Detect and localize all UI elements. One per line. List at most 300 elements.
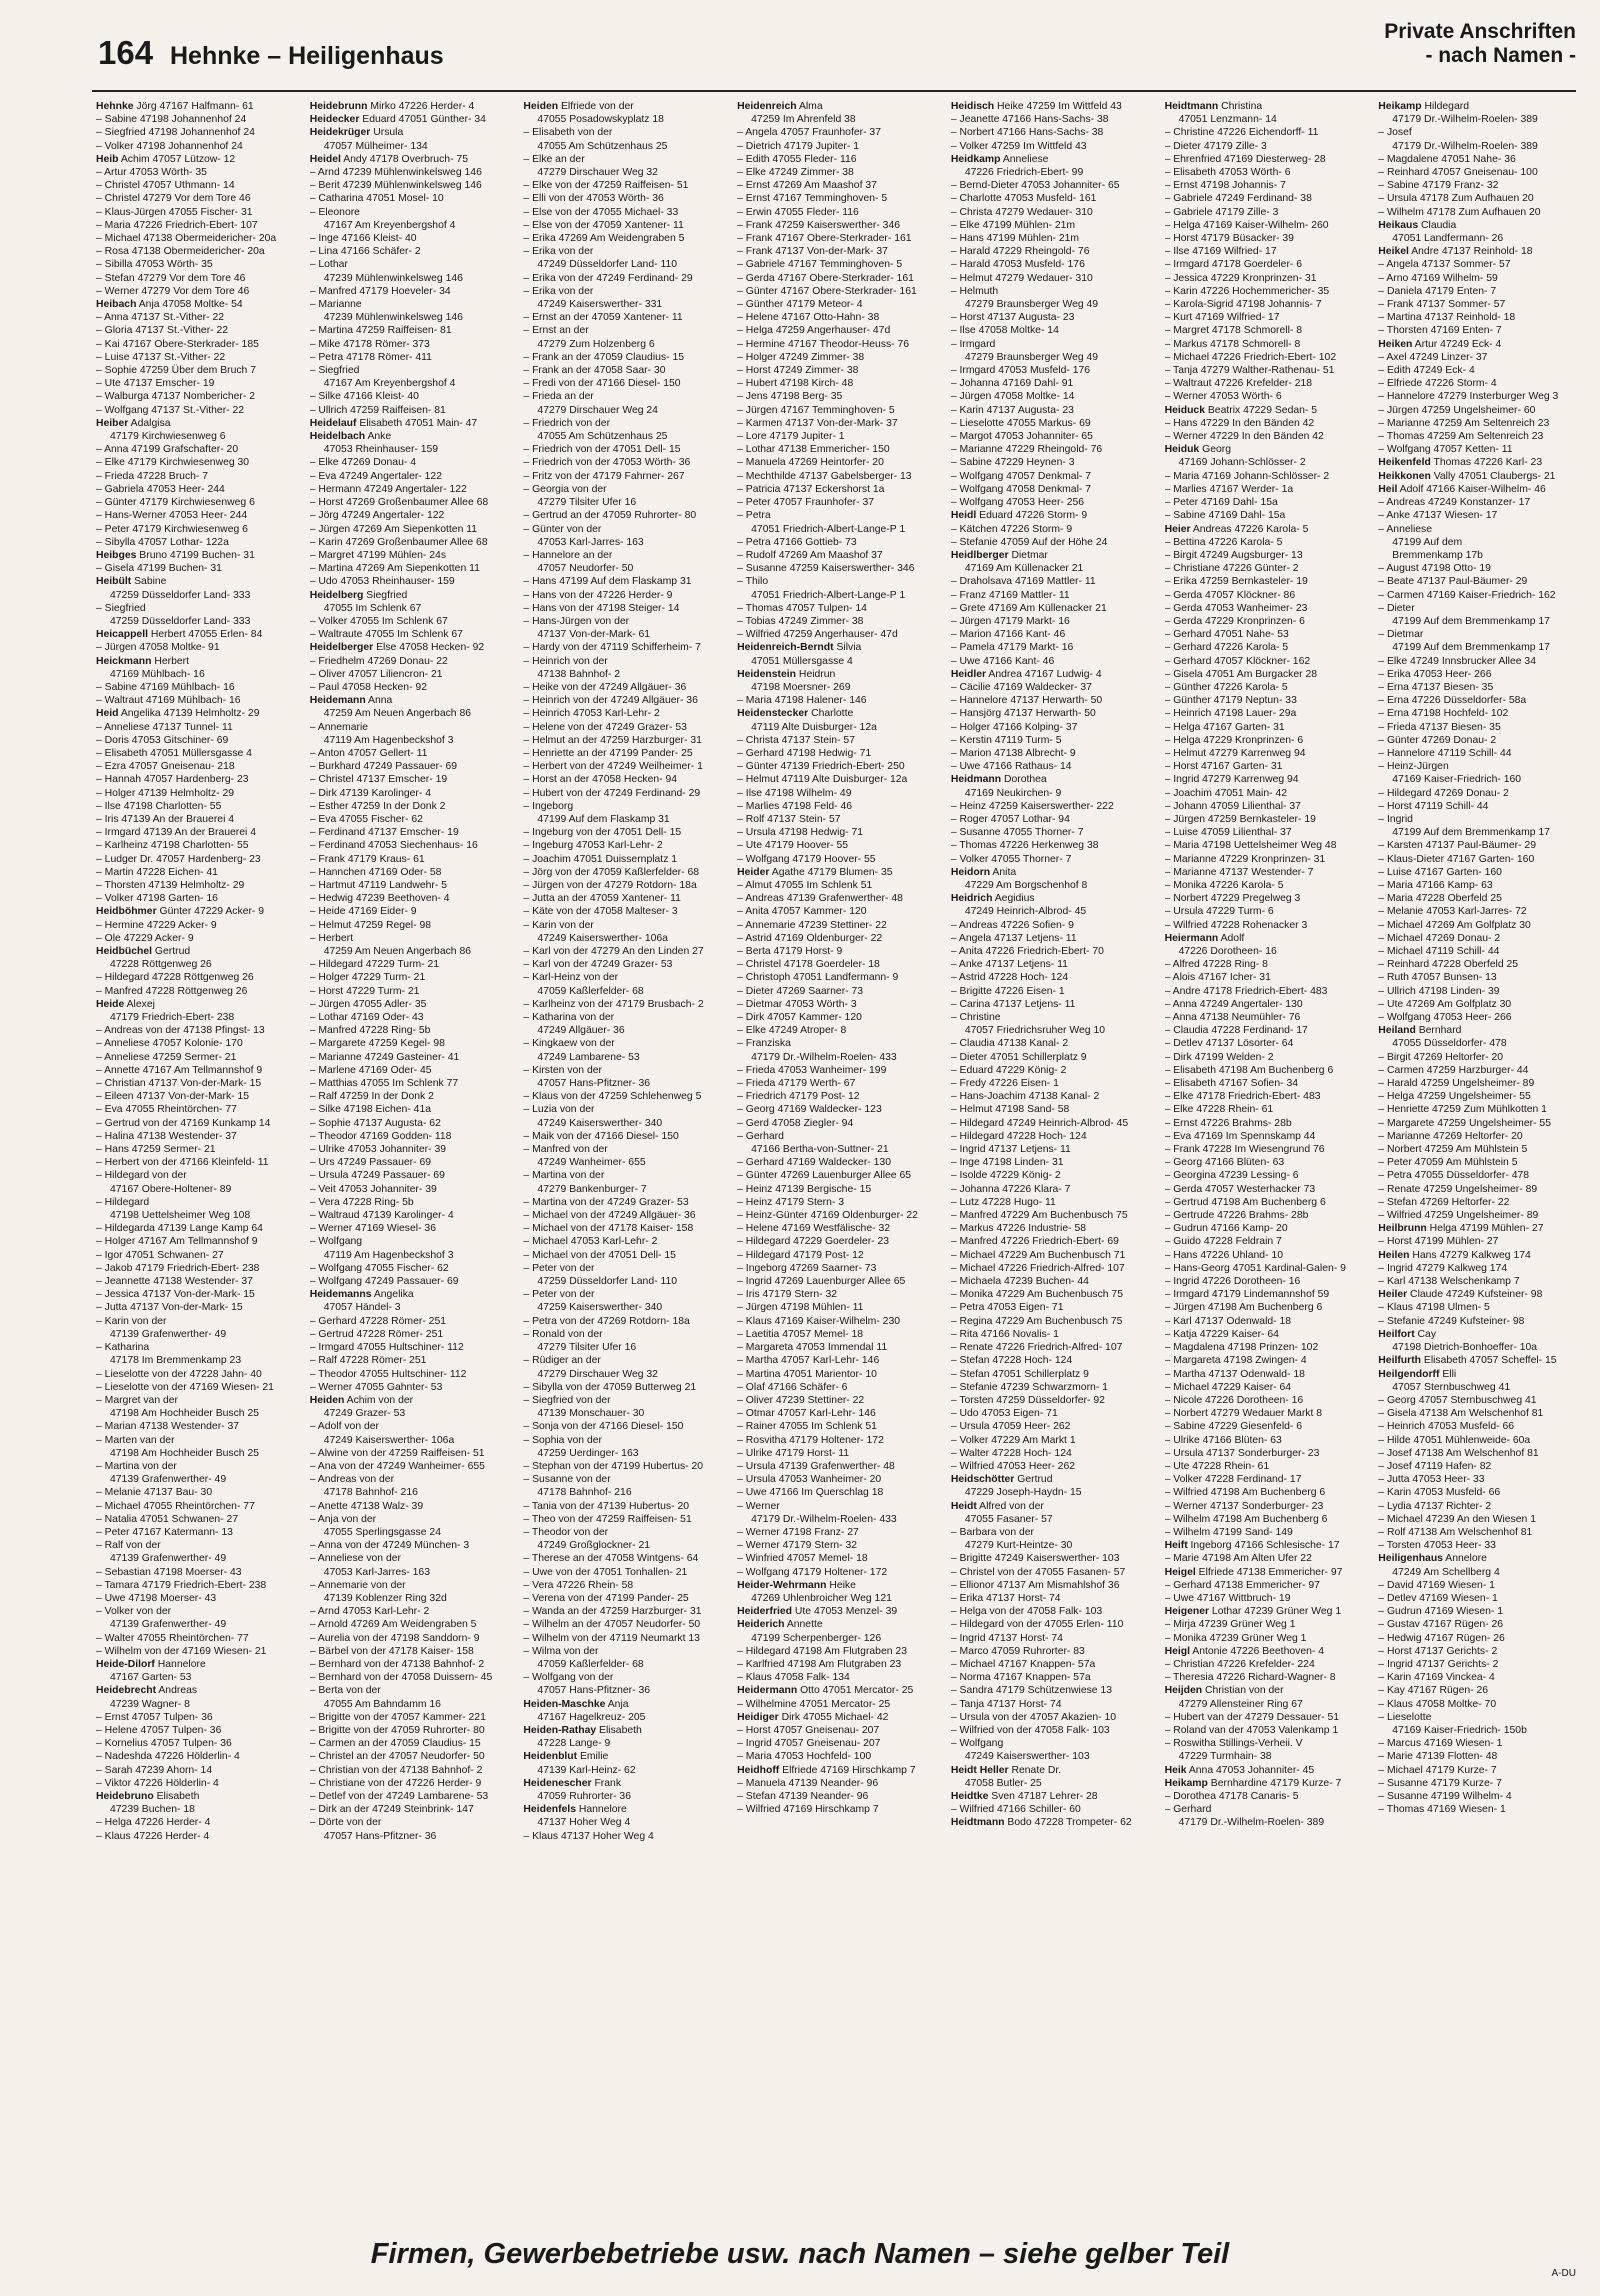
directory-columns <box>96 100 1584 2220</box>
directory-entry <box>1378 971 1584 984</box>
directory-entry <box>737 1315 943 1328</box>
directory-entry <box>1378 694 1584 707</box>
surname-entry <box>96 298 302 311</box>
directory-entry <box>310 1090 516 1103</box>
entry-text: – Hedwig 47167 Rügen- 26 <box>1378 1632 1505 1644</box>
entry-text: – Friedrich 47179 Post- 12 <box>737 1091 860 1103</box>
surname: Heiligenhaus <box>1378 1553 1443 1565</box>
entry-text: – Carmen 47259 Harzburger- 44 <box>1378 1064 1529 1076</box>
entry-text: – Therese an der 47058 Wintgens- 64 <box>523 1553 699 1565</box>
directory-entry <box>310 1486 516 1499</box>
directory-entry <box>310 1698 516 1711</box>
entry-text: – Hildegard 47229 Turm- 21 <box>309 959 440 971</box>
entry-text: Hannelore <box>154 1658 206 1670</box>
entry-text: Vally 47051 Claubergs- 21 <box>1430 470 1556 482</box>
entry-text: 47259 Am Neuen Angerbach 86 <box>323 708 472 720</box>
entry-text: – Horst 47269 Großenbaumer Allee 68 <box>309 497 489 509</box>
entry-text: – Helmut 47119 Alte Duisburger- 12a <box>737 774 908 786</box>
entry-text: – Erika 47137 Horst- 74 <box>950 1592 1061 1604</box>
entry-text: – Jens 47198 Berg- 35 <box>737 391 843 403</box>
entry-text: – Luise 47137 St.-Vither- 22 <box>96 351 226 363</box>
entry-text: – Katharina von der <box>523 1012 615 1024</box>
directory-entry <box>523 971 729 984</box>
entry-text: – Susanne 47259 Kaiserswerther- 346 <box>737 563 915 575</box>
surname: Heidekrüger <box>309 127 371 139</box>
entry-text: 47229 Joseph-Haydn- 15 <box>964 1487 1082 1499</box>
entry-text: – Karl-Heinz von der <box>523 972 619 984</box>
entry-text: – Michael 47229 Am Buchenbusch 71 <box>950 1249 1126 1261</box>
entry-text: – Otmar 47057 Karl-Lehr- 146 <box>737 1408 876 1420</box>
directory-entry <box>951 1103 1157 1116</box>
entry-text: – Gerda 47053 Wanheimer- 23 <box>1164 602 1308 614</box>
entry-text: – Horst 47199 Mühlen- 27 <box>1378 1236 1499 1248</box>
directory-entry <box>1378 879 1584 892</box>
directory-entry <box>951 1077 1157 1090</box>
entry-text: – Lutz 47228 Hugo- 11 <box>950 1196 1056 1208</box>
entry-text: – Verena von der 47199 Pander- 25 <box>523 1592 689 1604</box>
directory-entry <box>951 1579 1157 1592</box>
surname: Hehnke <box>96 101 134 112</box>
entry-text: – Marianne 47249 Gasteiner- 41 <box>309 1051 460 1063</box>
entry-text: – Harald 47259 Ungelsheimer- 89 <box>1378 1078 1535 1090</box>
surname: Heikenfeld <box>1378 457 1431 469</box>
directory-entry <box>951 1552 1157 1565</box>
surname: Heid <box>96 708 119 720</box>
directory-entry <box>737 1328 943 1341</box>
directory-entry <box>951 1169 1157 1182</box>
entry-text: – Peter 47167 Katermann- 13 <box>96 1526 233 1538</box>
directory-entry <box>1165 1183 1371 1196</box>
surname-entry <box>310 417 516 430</box>
directory-entry <box>310 1011 516 1024</box>
directory-entry <box>523 245 729 258</box>
directory-entry <box>310 1816 516 1829</box>
directory-entry <box>310 721 516 734</box>
entry-text: – Frank 47137 Sommer- 57 <box>1378 299 1506 311</box>
entry-text: – Karmen 47137 Von-der-Mark- 37 <box>737 417 898 429</box>
entry-text: – Maik von der 47166 Diesel- 150 <box>523 1130 679 1142</box>
entry-text: – Lothar 47169 Oder- 43 <box>309 1012 424 1024</box>
directory-entry <box>523 351 729 364</box>
entry-text: 47249 Kaiserswerther- 340 <box>537 1117 663 1129</box>
directory-entry <box>1165 272 1371 285</box>
directory-entry <box>310 668 516 681</box>
directory-entry <box>96 285 302 298</box>
directory-entry <box>737 1394 943 1407</box>
entry-text: – Rolf 47138 Am Welschenhof 81 <box>1378 1526 1533 1538</box>
entry-text: – Theodor 47055 Hultschiner- 112 <box>309 1368 467 1380</box>
directory-entry <box>96 1262 302 1275</box>
entry-text: – Jutta 47137 Von-der-Mark- 15 <box>96 1302 243 1314</box>
directory-entry <box>737 958 943 971</box>
entry-text: Adalgisa <box>128 417 171 429</box>
entry-text: – Klaus von der 47259 Schlehenweg 5 <box>523 1091 702 1103</box>
directory-entry <box>1165 1103 1371 1116</box>
directory-entry <box>737 985 943 998</box>
directory-entry <box>1165 245 1371 258</box>
entry-text: – Elke 47249 Innsbrucker Allee 34 <box>1378 655 1536 667</box>
entry-text: – Erna 47137 Biesen- 35 <box>1378 681 1494 693</box>
entry-text: – Andreas 47249 Konstanzer- 17 <box>1378 497 1531 509</box>
entry-text: – Jürgen von der 47279 Rotdorn- 18a <box>523 879 697 891</box>
entry-text: – Gerhard 47057 Klöckner- 162 <box>1164 655 1311 667</box>
surname: Heiderfried <box>737 1606 792 1618</box>
entry-text: 47055 Im Schlenk 67 <box>323 602 422 614</box>
entry-text: – Ingrid 47279 Karrenweg 94 <box>1164 774 1299 786</box>
surname: Heidenblut <box>523 1751 578 1763</box>
entry-text: – Jeanette 47166 Hans-Sachs- 38 <box>950 114 1109 126</box>
directory-entry <box>951 470 1157 483</box>
entry-text: – Esther 47259 In der Donk 2 <box>309 800 446 812</box>
entry-text: 47178 Im Bremmenkamp 23 <box>110 1355 242 1367</box>
entry-text: – Wilfried 47053 Heer- 262 <box>950 1460 1076 1472</box>
entry-text: – Heinz 47139 Bergische- 15 <box>737 1183 872 1195</box>
directory-entry <box>310 1605 516 1618</box>
entry-text: – Ellionor 47137 Am Mismahlshof 36 <box>950 1579 1120 1591</box>
surname-entry <box>96 153 302 166</box>
directory-entry <box>737 1051 943 1064</box>
directory-entry <box>737 1235 943 1248</box>
entry-text: – Hildegard 47228 Hoch- 124 <box>950 1130 1087 1142</box>
entry-text: – Rolf 47137 Stein- 57 <box>737 813 841 825</box>
directory-entry <box>737 1249 943 1262</box>
entry-text: – Waltraud 47139 Karolinger- 4 <box>309 1210 454 1222</box>
directory-entry <box>1378 523 1584 536</box>
directory-entry <box>523 1737 729 1750</box>
directory-entry <box>523 1605 729 1618</box>
directory-entry <box>737 1473 943 1486</box>
directory-entry <box>1165 324 1371 337</box>
directory-entry <box>737 523 943 536</box>
entry-text: – Peter 47169 Dahl- 15a <box>1164 497 1278 509</box>
directory-entry <box>1378 113 1584 126</box>
entry-text: – Ralf von der <box>96 1540 161 1552</box>
entry-text: – Jürgen 47058 Moltke- 14 <box>950 391 1075 403</box>
directory-entry <box>523 641 729 654</box>
entry-text: – Marie 47139 Flotten- 48 <box>1378 1751 1498 1763</box>
directory-entry <box>523 655 729 668</box>
directory-entry <box>737 166 943 179</box>
directory-entry <box>310 232 516 245</box>
entry-text: – Wolfgang 47053 Heer- 256 <box>950 497 1085 509</box>
entry-text: Angelika <box>371 1289 414 1301</box>
directory-entry <box>1378 272 1584 285</box>
directory-entry <box>1378 839 1584 852</box>
entry-text: – Elisabeth von der <box>523 127 613 139</box>
entry-text: – Margareta 47198 Zwingen- 4 <box>1164 1355 1307 1367</box>
directory-entry <box>1165 866 1371 879</box>
entry-text: – Maria 47228 Oberfeld 25 <box>1378 893 1502 905</box>
directory-entry <box>96 892 302 905</box>
directory-entry <box>737 1737 943 1750</box>
directory-entry <box>96 390 302 403</box>
surname-entry <box>737 1684 943 1697</box>
surname-entry <box>96 1684 302 1697</box>
entry-text: – Jürgen 47198 Mühlen- 11 <box>737 1302 864 1314</box>
directory-entry <box>96 166 302 179</box>
directory-entry <box>96 1011 302 1024</box>
entry-text: – Winfried 47057 Memel- 18 <box>737 1553 868 1565</box>
entry-text: 47119 Am Hagenbeckshof 3 <box>323 1249 454 1261</box>
directory-entry <box>951 1539 1157 1552</box>
directory-entry <box>1378 1684 1584 1697</box>
directory-entry <box>310 615 516 628</box>
directory-entry <box>951 364 1157 377</box>
entry-text: – Marlene 47169 Oder- 45 <box>309 1064 432 1076</box>
directory-entry <box>951 1222 1157 1235</box>
directory-entry <box>951 589 1157 602</box>
directory-entry <box>737 536 943 549</box>
directory-entry <box>737 919 943 932</box>
directory-entry <box>1378 866 1584 879</box>
entry-text: Hildegard <box>1421 101 1469 112</box>
directory-entry <box>951 1024 1157 1037</box>
entry-text: – Edith 47055 Fleder- 116 <box>737 153 857 165</box>
surname-entry <box>737 1605 943 1618</box>
directory-entry <box>1165 1275 1371 1288</box>
directory-entry <box>310 483 516 496</box>
entry-text: – Lothar 47138 Emmericher- 150 <box>737 444 890 456</box>
directory-entry <box>1165 655 1371 668</box>
directory-entry <box>310 245 516 258</box>
entry-text: Bernhardine 47179 Kurze- 7 <box>1207 1777 1342 1789</box>
entry-text: – Karin von der <box>523 919 594 931</box>
directory-entry <box>96 602 302 615</box>
directory-entry <box>310 364 516 377</box>
entry-text: – Siegfried <box>309 365 360 377</box>
entry-text: – Gabriele 47249 Ferdinand- 38 <box>1164 193 1312 205</box>
entry-text: – Ingeburg von der 47051 Dell- 15 <box>523 827 682 839</box>
directory-entry <box>1165 1249 1371 1262</box>
entry-text: – Marianne <box>309 299 362 311</box>
entry-text: – Anke 47137 Letjens- 11 <box>950 959 1068 971</box>
directory-entry <box>1378 747 1584 760</box>
directory-entry <box>1165 1618 1371 1631</box>
directory-entry <box>737 179 943 192</box>
directory-entry <box>310 1196 516 1209</box>
entry-text: – Jörg 47249 Angertaler- 122 <box>309 510 445 522</box>
entry-text: – Karsten 47137 Paul-Bäumer- 29 <box>1378 840 1536 852</box>
directory-entry <box>523 1592 729 1605</box>
entry-text: – Hannelore an der <box>523 549 613 561</box>
directory-entry <box>1165 1222 1371 1235</box>
entry-text: 47226 Friedrich-Ebert- 99 <box>964 167 1084 179</box>
entry-text: – Jürgen 47179 Markt- 16 <box>950 615 1070 627</box>
directory-entry <box>523 1262 729 1275</box>
directory-entry <box>523 166 729 179</box>
entry-text: – Thomas 47169 Wiesen- 1 <box>1378 1804 1506 1816</box>
directory-entry <box>951 853 1157 866</box>
entry-text: – Reinhard 47228 Oberfeld 25 <box>1378 959 1519 971</box>
surname-entry <box>1165 932 1371 945</box>
entry-text: Elfriede 47169 Hirschkamp 7 <box>779 1764 916 1776</box>
directory-entry <box>96 1156 302 1169</box>
directory-entry <box>737 813 943 826</box>
directory-entry <box>1165 536 1371 549</box>
directory-entry <box>951 351 1157 364</box>
surname-entry <box>1165 1605 1371 1618</box>
surname: Heidenstecker <box>737 708 809 720</box>
directory-entry <box>1165 892 1371 905</box>
entry-text: – Erna 47226 Düsseldorfer- 58a <box>1378 695 1527 707</box>
entry-text: – Günter 47179 Kirchwiesenweg 6 <box>96 497 255 509</box>
directory-entry <box>1378 1658 1584 1671</box>
directory-entry <box>96 1579 302 1592</box>
entry-text: – Markus 47178 Schmorell- 8 <box>1164 338 1301 350</box>
directory-entry <box>1378 602 1584 615</box>
directory-entry <box>96 1671 302 1684</box>
section-title-line1: Private Anschriften <box>1384 20 1576 43</box>
directory-entry <box>310 1724 516 1737</box>
entry-text: – Kerstin 47119 Turm- 5 <box>950 734 1062 746</box>
directory-entry <box>523 866 729 879</box>
directory-entry <box>310 800 516 813</box>
directory-entry <box>96 1169 302 1182</box>
entry-text: 47051 Friedrich-Albert-Lange-P 1 <box>751 589 906 601</box>
entry-text: 47249 Am Schellberg 4 <box>1392 1566 1500 1578</box>
directory-entry <box>96 1235 302 1248</box>
directory-entry <box>1378 958 1584 971</box>
directory-entry <box>96 456 302 469</box>
directory-entry <box>1165 1486 1371 1499</box>
entry-text: – Hedwig 47239 Beethoven- 4 <box>309 893 450 905</box>
surname-entry <box>951 1473 1157 1486</box>
directory-entry <box>523 734 729 747</box>
entry-text: – Else von der 47055 Michael- 33 <box>523 206 679 218</box>
entry-text: – Hans 47199 Mühlen- 21m <box>950 233 1080 245</box>
directory-entry <box>310 707 516 720</box>
entry-text: – Christel an der 47057 Neudorfer- 50 <box>309 1751 485 1763</box>
directory-entry <box>96 1341 302 1354</box>
directory-entry <box>1165 787 1371 800</box>
entry-text: – Roswitha Stillings-Verheii. V <box>1164 1738 1303 1750</box>
entry-text: Achim 47057 Lützow- 12 <box>118 153 236 165</box>
entry-text: – Petra 47055 Düsseldorfer- 478 <box>1378 1170 1530 1182</box>
entry-text: – Helga 47226 Herder- 4 <box>96 1817 211 1829</box>
directory-entry <box>96 404 302 417</box>
entry-text: – Wilhelm 47178 Zum Aufhauen 20 <box>1378 206 1541 218</box>
directory-entry <box>1378 1513 1584 1526</box>
entry-text: – Brigitte 47249 Kaiserswerther- 103 <box>950 1553 1120 1565</box>
entry-text: – Ilse 47198 Wilhelm- 49 <box>737 787 852 799</box>
surname: Heilfort <box>1378 1328 1415 1340</box>
entry-text: – Erika von der <box>523 246 594 258</box>
surname: Heidelauf <box>309 417 357 429</box>
surname-entry <box>96 628 302 641</box>
directory-entry <box>737 509 943 522</box>
directory-entry <box>1165 140 1371 153</box>
entry-text: – Anita 47226 Friedrich-Ebert- 70 <box>950 946 1104 957</box>
directory-entry <box>1165 681 1371 694</box>
entry-text: – Isolde 47229 König- 2 <box>950 1170 1061 1182</box>
entry-text: – Karola-Sigrid 47198 Johannis- 7 <box>1164 299 1322 311</box>
entry-text: – Tanja 47137 Horst- 74 <box>950 1698 1062 1710</box>
entry-text: – Anton 47057 Gellert- 11 <box>309 747 428 759</box>
surname-entry <box>310 126 516 139</box>
directory-entry <box>96 1051 302 1064</box>
directory-entry <box>310 1777 516 1790</box>
directory-entry <box>523 443 729 456</box>
entry-text: 47169 Kaiser-Friedrich- 150b <box>1392 1724 1527 1736</box>
directory-entry <box>951 430 1157 443</box>
directory-entry <box>951 417 1157 430</box>
directory-entry <box>523 853 729 866</box>
directory-entry <box>1165 1526 1371 1539</box>
directory-entry <box>1378 589 1584 602</box>
directory-entry <box>951 721 1157 734</box>
surname-entry <box>951 892 1157 905</box>
directory-entry <box>1165 1341 1371 1354</box>
entry-text: 47137 Hoher Weg 4 <box>537 1817 631 1829</box>
directory-entry <box>737 800 943 813</box>
directory-entry <box>310 1341 516 1354</box>
directory-entry <box>1378 1724 1584 1737</box>
entry-text: – Jürgen 47198 Am Buchenberg 6 <box>1164 1302 1323 1314</box>
surname: Heidkamp <box>950 153 1001 165</box>
surname-entry <box>951 153 1157 166</box>
entry-text: – Renate 47226 Friedrich-Alfred- 107 <box>950 1342 1123 1354</box>
directory-entry <box>523 153 729 166</box>
entry-text: Elfriede 47138 Emmericher- 97 <box>1195 1566 1343 1578</box>
surname: Heidenescher <box>523 1777 592 1789</box>
entry-text: – Joachim 47051 Duissernplatz 1 <box>523 853 678 865</box>
entry-text: – Thomas 47057 Tulpen- 14 <box>737 602 867 614</box>
entry-text: – Horst 47179 Büsacker- 39 <box>1164 233 1294 245</box>
entry-text: – Ulrike 47053 Johanniter- 39 <box>309 1144 447 1156</box>
entry-text: – Harald 47053 Musfeld- 176 <box>950 259 1085 271</box>
entry-text: Claudia <box>1418 219 1457 231</box>
entry-text: – Heinz-Günter 47169 Oldenburger- 22 <box>737 1210 918 1222</box>
directory-entry <box>96 443 302 456</box>
entry-text: – Theodor von der <box>523 1526 609 1538</box>
entry-text: – Waltraut 47169 Mühlbach- 16 <box>96 695 241 707</box>
entry-text: – Nicole 47226 Dorotheen- 16 <box>1164 1394 1304 1406</box>
entry-text: – Manfred 47228 Ring- 5b <box>309 1025 431 1037</box>
entry-text: – Wolfgang 47249 Passauer- 69 <box>309 1276 459 1288</box>
entry-text: – Wolfgang 47179 Holtener- 172 <box>737 1566 888 1578</box>
entry-text: Siegfried <box>363 589 408 601</box>
entry-text: – Maria 47198 Uettelsheimer Weg 48 <box>1164 840 1337 852</box>
directory-entry <box>96 589 302 602</box>
surname-entry <box>1165 404 1371 417</box>
surname-entry <box>1378 338 1584 351</box>
directory-entry <box>310 351 516 364</box>
directory-entry <box>310 1183 516 1196</box>
directory-entry <box>737 324 943 337</box>
entry-text: – Günther 47226 Karola- 5 <box>1164 681 1288 693</box>
directory-entry <box>1165 232 1371 245</box>
directory-entry <box>737 483 943 496</box>
entry-text: 47249 Grazer- 53 <box>323 1408 406 1420</box>
entry-text: – Silke 47198 Eichen- 41a <box>309 1104 432 1116</box>
directory-entry <box>310 1024 516 1037</box>
directory-entry <box>737 1037 943 1050</box>
directory-entry <box>1378 549 1584 562</box>
entry-text: – Daniela 47179 Enten- 7 <box>1378 285 1497 297</box>
directory-entry <box>96 866 302 879</box>
entry-text: – Rosvitha 47179 Holtener- 172 <box>737 1434 884 1446</box>
directory-entry <box>951 443 1157 456</box>
entry-text: – Dirk 47139 Karolinger- 4 <box>309 787 431 799</box>
entry-text: Sabine <box>131 576 167 588</box>
directory-entry <box>737 430 943 443</box>
section-title <box>1384 20 1576 68</box>
directory-entry <box>523 126 729 139</box>
entry-text: 47249 Heinrich-Albrod- 45 <box>964 906 1087 918</box>
directory-entry <box>523 1632 729 1645</box>
entry-text: 47169 Neukirchen- 9 <box>964 787 1062 799</box>
directory-entry <box>1378 575 1584 588</box>
